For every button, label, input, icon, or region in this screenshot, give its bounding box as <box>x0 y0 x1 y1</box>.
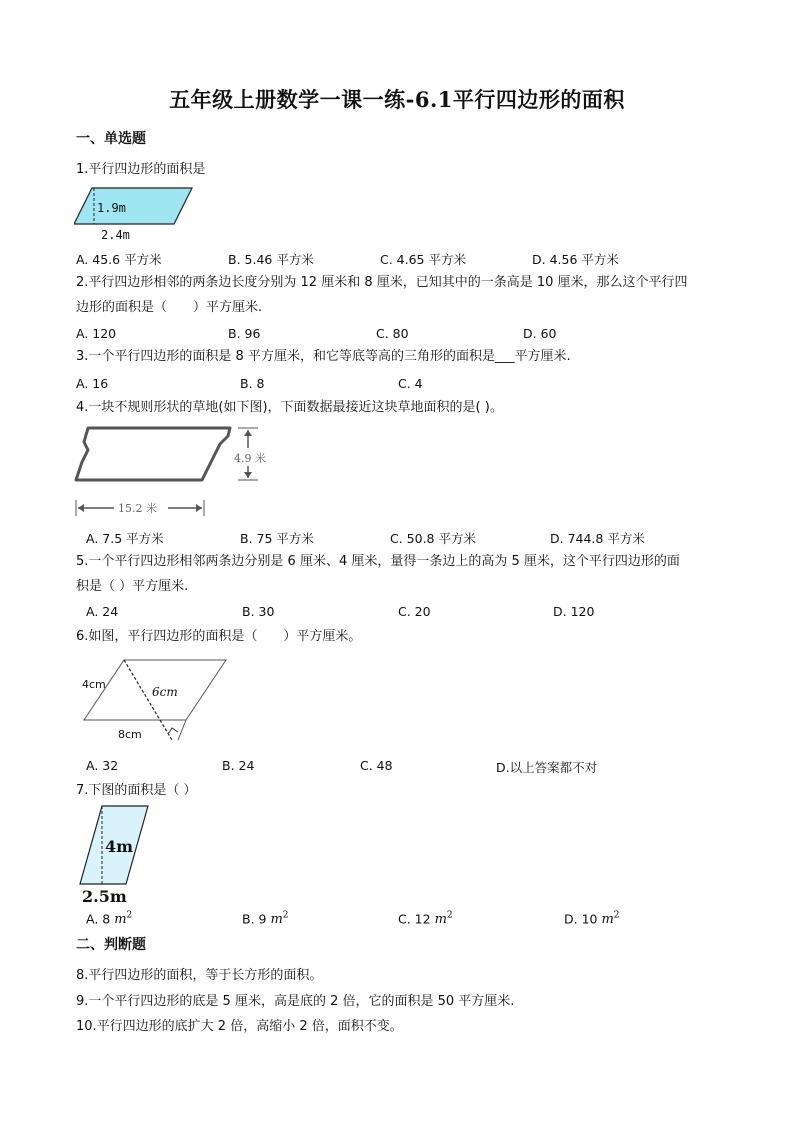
question-2-line-1: 2.平行四边形相邻的两条边长度分别为 12 厘米和 8 厘米，已知其中的一条高是 10 厘米，那么这个平行四 <box>76 275 688 290</box>
question-7-figure <box>76 804 176 908</box>
question-4-stem: 4.一块不规则形状的草地(如下图)，下面数据最接近这块草地面积的是( )。 <box>76 400 503 415</box>
q3-option-c[interactable]: C. 4 <box>398 376 423 391</box>
width-label: 15.2 米 <box>118 502 157 515</box>
question-9-stem: 9.一个平行四边形的底是 5 厘米，高是底的 2 倍，它的面积是 50 平方厘米. <box>76 994 515 1009</box>
side-label: 4cm <box>82 678 106 691</box>
q1-option-b[interactable]: B. 5.46 平方米 <box>228 252 314 267</box>
q5-option-a[interactable]: A. 24 <box>86 604 119 619</box>
extended-base-line <box>178 720 186 740</box>
q2-option-a[interactable]: A. 120 <box>76 326 117 341</box>
q1-option-d[interactable]: D. 4.56 平方米 <box>532 252 619 267</box>
q1-option-c[interactable]: C. 4.65 平方米 <box>380 252 466 267</box>
parallelogram-shape <box>74 188 192 224</box>
q5-option-c[interactable]: C. 20 <box>398 604 431 619</box>
q1-option-a[interactable]: A. 45.6 平方米 <box>76 252 162 267</box>
q4-option-b[interactable]: B. 75 平方米 <box>240 531 314 546</box>
unit-m2: $m^2$ <box>434 911 453 928</box>
q2-option-b[interactable]: B. 96 <box>228 326 261 341</box>
q6-option-d[interactable]: D.以上答案都不对 <box>496 760 598 775</box>
question-2-line-2: 边形的面积是（ ）平方厘米. <box>76 300 263 315</box>
unit-m2: $m^2$ <box>270 911 289 928</box>
irregular-lawn-shape <box>76 428 230 480</box>
q7-option-a[interactable]: A. 8 $m^2$ <box>86 911 133 928</box>
q3-option-b[interactable]: B. 8 <box>240 376 265 391</box>
q2-option-d[interactable]: D. 60 <box>523 326 557 341</box>
q4-option-a[interactable]: A. 7.5 平方米 <box>86 531 164 546</box>
page-title: 五年级上册数学一课一练-6.1平行四边形的面积 <box>169 87 625 112</box>
question-1-stem: 1.平行四边形的面积是 <box>76 162 206 177</box>
base-label: 2.4m <box>101 228 130 242</box>
question-5-line-2: 积是（ ）平方厘米. <box>76 579 189 594</box>
q5-option-b[interactable]: B. 30 <box>242 604 275 619</box>
height-label: 4.9 米 <box>234 452 266 465</box>
question-6-stem: 6.如图，平行四边形的面积是（ ）平方厘米。 <box>76 629 362 644</box>
q7-option-b[interactable]: B. 9 $m^2$ <box>242 911 289 928</box>
question-7-stem: 7.下图的面积是（ ） <box>76 783 197 798</box>
height-label: 6cm <box>152 685 178 699</box>
q2-option-c[interactable]: C. 80 <box>376 326 409 341</box>
right-angle-mark <box>168 728 178 734</box>
q4-option-d[interactable]: D. 744.8 平方米 <box>550 531 645 546</box>
unit-m2: $m^2$ <box>114 911 133 928</box>
question-6-figure <box>76 654 236 744</box>
q3-option-a[interactable]: A. 16 <box>76 376 109 391</box>
height-label: 4m <box>105 837 134 856</box>
question-8-stem: 8.平行四边形的面积，等于长方形的面积。 <box>76 968 323 983</box>
q6-option-c[interactable]: C. 48 <box>360 758 393 773</box>
q6-option-a[interactable]: A. 32 <box>86 758 119 773</box>
question-1-figure <box>74 186 204 244</box>
question-3-stem: 3.一个平行四边形的面积是 8 平方厘米，和它等底等高的三角形的面积是___平方厘米. <box>76 349 571 364</box>
question-10-stem: 10.平行四边形的底扩大 2 倍，高缩小 2 倍，面积不变。 <box>76 1019 403 1034</box>
q7-option-c[interactable]: C. 12 $m^2$ <box>398 911 453 928</box>
section-heading-single-choice: 一、单选题 <box>76 131 146 147</box>
q6-option-b[interactable]: B. 24 <box>222 758 255 773</box>
base-label: 8cm <box>118 728 142 741</box>
q7-option-d[interactable]: D. 10 $m^2$ <box>564 911 620 928</box>
base-label: 2.5m <box>82 887 127 906</box>
unit-m2: $m^2$ <box>601 911 620 928</box>
section-heading-true-false: 二、判断题 <box>76 937 146 953</box>
q5-option-d[interactable]: D. 120 <box>553 604 595 619</box>
q4-option-c[interactable]: C. 50.8 平方米 <box>390 531 476 546</box>
question-5-line-1: 5.一个平行四边形相邻两条边分别是 6 厘米、4 厘米，量得一条边上的高为 5 厘米，这个平行四边形的面 <box>76 554 680 569</box>
question-4-figure <box>72 422 282 522</box>
height-label: 1.9m <box>97 201 126 215</box>
